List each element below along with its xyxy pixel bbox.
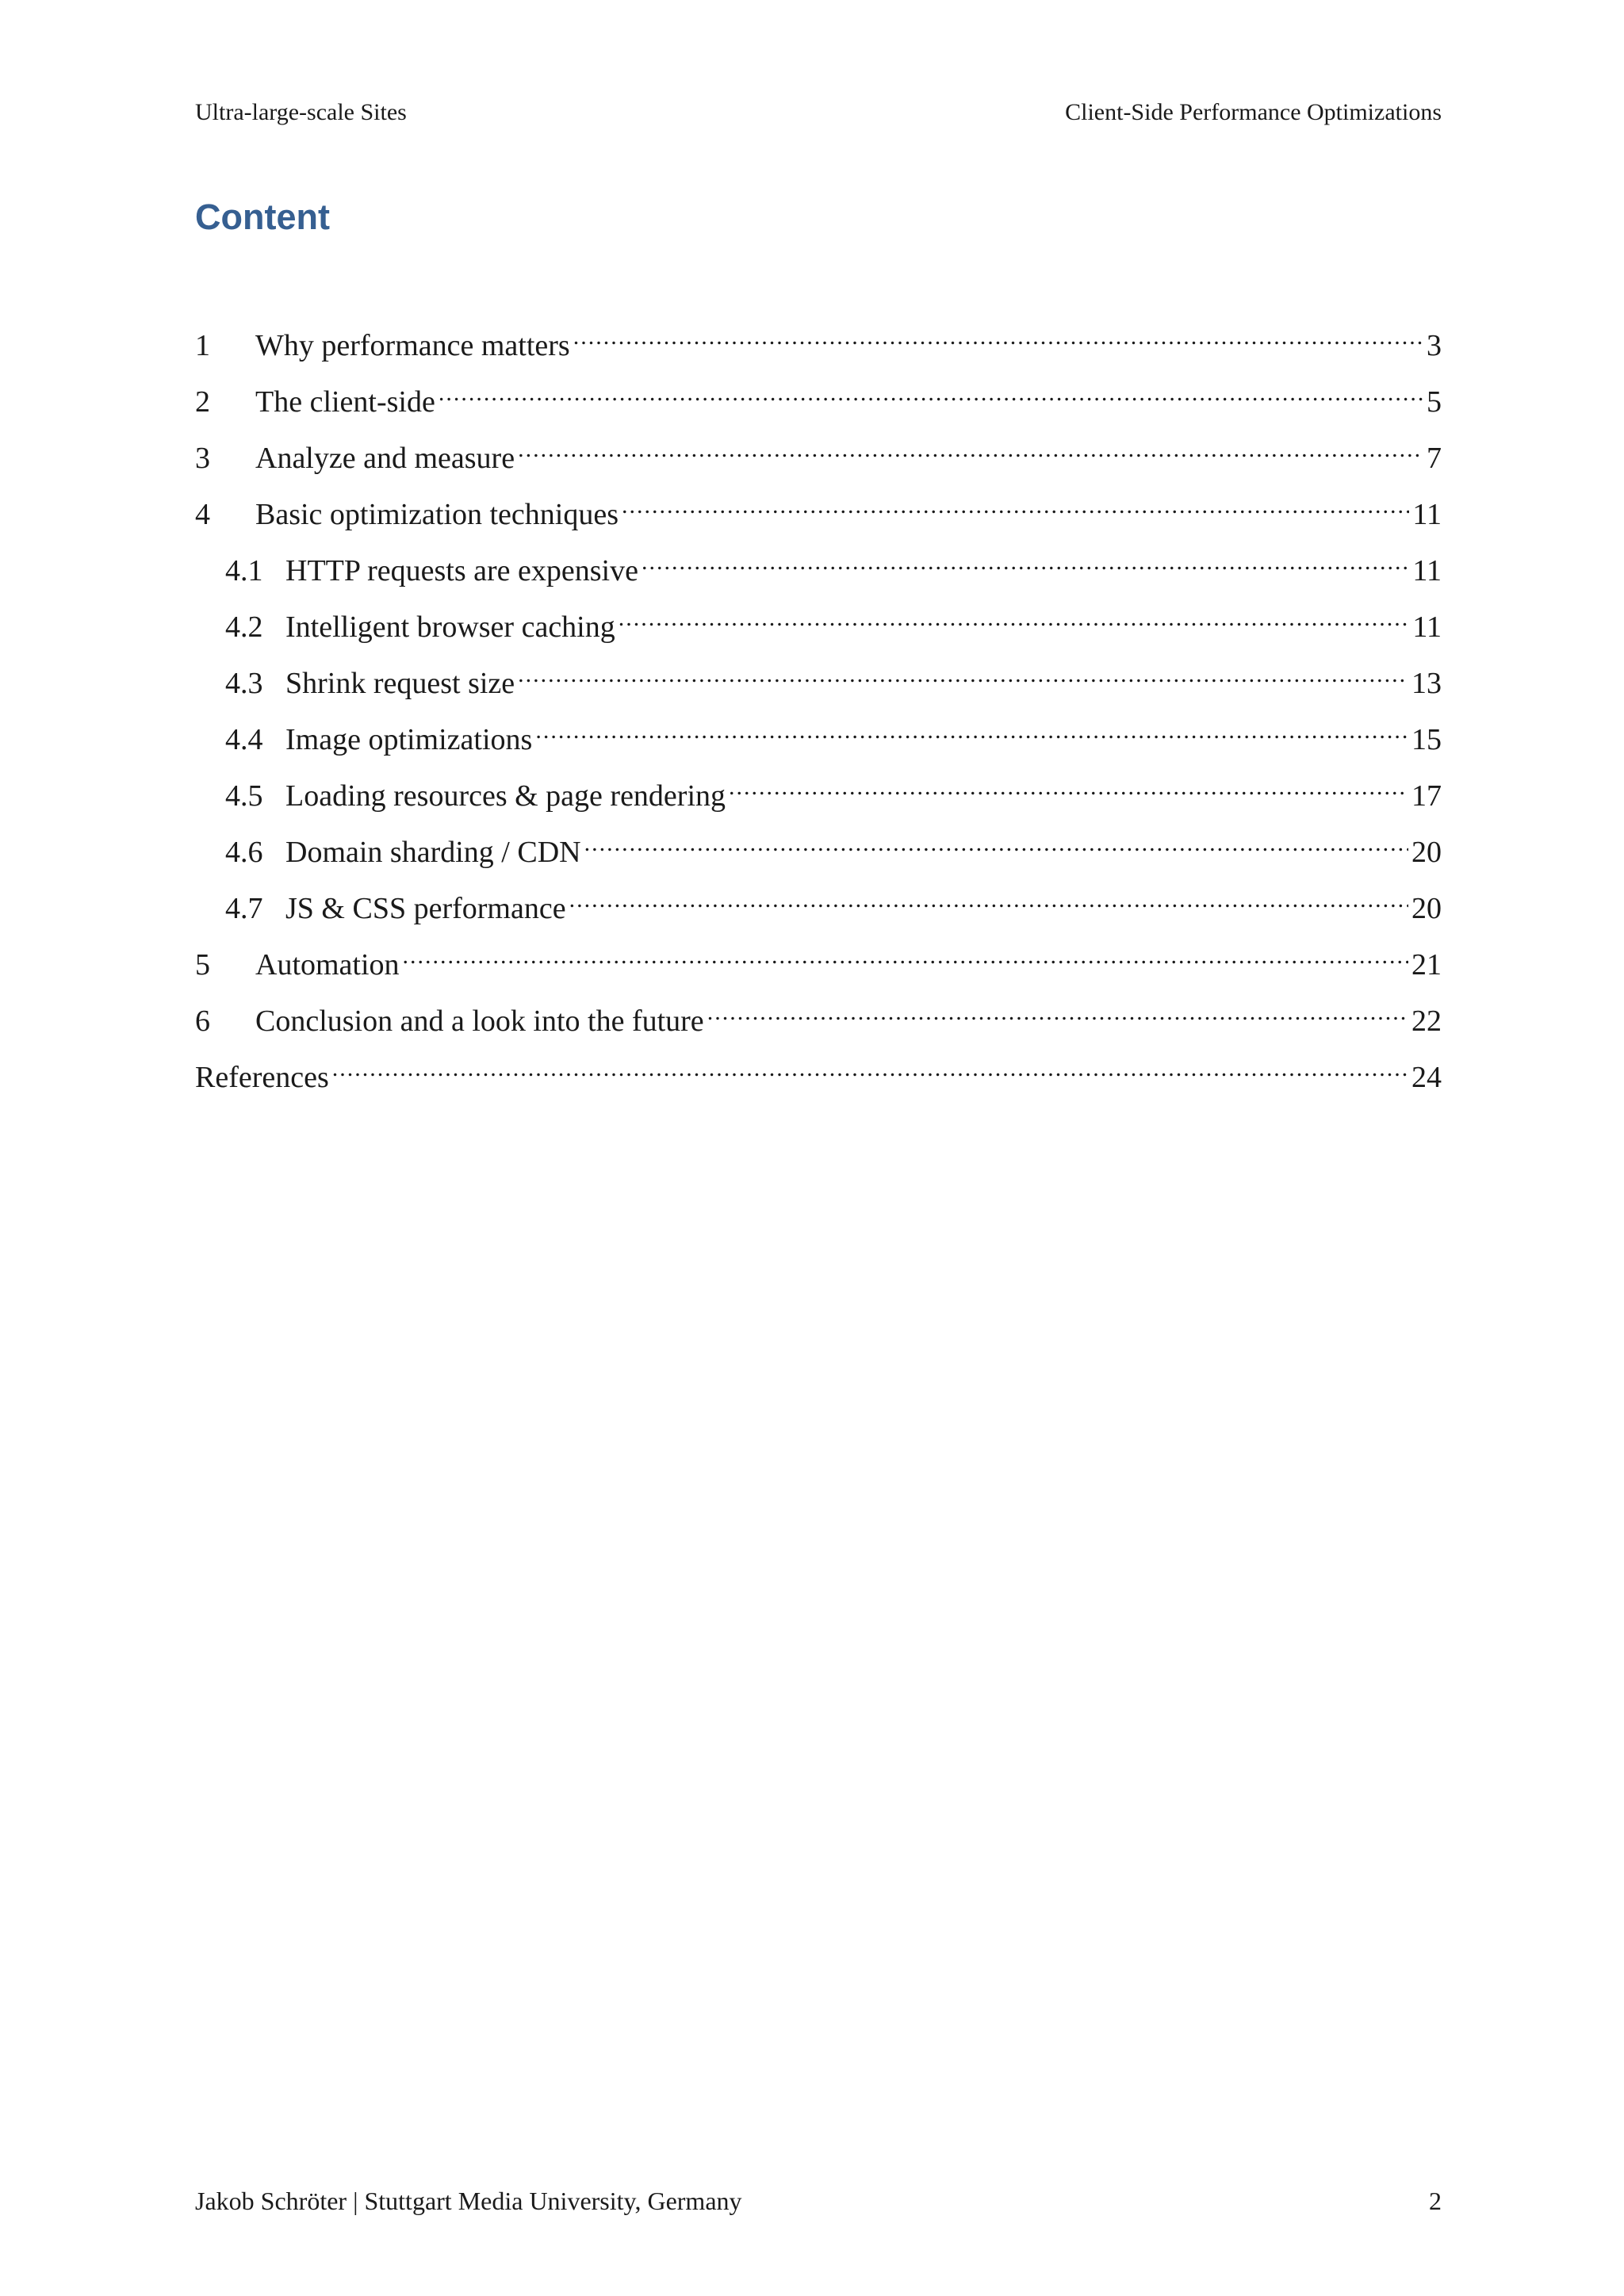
toc-entry-page-number: 11	[1412, 610, 1442, 644]
toc-entry[interactable]	[195, 821, 1442, 877]
toc-entry[interactable]	[195, 652, 1442, 708]
toc-entry-number: 4.7	[225, 892, 263, 925]
toc-entry-page-number: 5	[1427, 385, 1442, 419]
toc-dot-leader	[573, 314, 1423, 355]
toc-entry-title: The client-side	[255, 385, 435, 419]
toc-entry-title: Intelligent browser caching	[285, 610, 615, 644]
toc-entry-page-number: 11	[1412, 554, 1442, 587]
toc-entry-page-number: 7	[1427, 442, 1442, 475]
toc-entry[interactable]	[195, 989, 1442, 1046]
toc-entry[interactable]	[195, 427, 1442, 483]
toc-entry-number: 4.5	[225, 779, 263, 813]
toc-entry-number: 5	[195, 948, 210, 982]
toc-dot-leader	[569, 877, 1408, 918]
toc-entry-title: Domain sharding / CDN	[285, 836, 581, 869]
toc-entry-title: JS & CSS performance	[285, 892, 566, 925]
toc-entry-title: Conclusion and a look into the future	[255, 1004, 704, 1038]
toc-entry-number: 3	[195, 442, 210, 475]
toc-entry-page-number: 21	[1411, 948, 1442, 982]
toc-entry-number: 2	[195, 385, 210, 419]
toc-entry[interactable]	[195, 877, 1442, 933]
toc-entry-page-number: 22	[1411, 1004, 1442, 1038]
toc-entry-title: Shrink request size	[285, 667, 515, 700]
toc-entry-page-number: 24	[1411, 1061, 1442, 1094]
toc-dot-leader	[518, 427, 1423, 468]
toc-entry-number: 4	[195, 498, 210, 531]
toc-entry-title: References	[195, 1061, 329, 1094]
toc-entry-number: 4.6	[225, 836, 263, 869]
running-header	[195, 97, 1442, 128]
toc-dot-leader	[707, 989, 1408, 1031]
table-of-contents	[195, 314, 1442, 1102]
toc-entry-number: 4.3	[225, 667, 263, 700]
toc-dot-leader	[642, 539, 1409, 580]
toc-entry[interactable]	[195, 933, 1442, 989]
toc-entry-number: 6	[195, 1004, 210, 1038]
toc-dot-leader	[619, 595, 1410, 637]
toc-entry-number: 4.2	[225, 610, 263, 644]
toc-entry[interactable]	[195, 708, 1442, 764]
toc-entry-number: 4.1	[225, 554, 263, 587]
toc-entry[interactable]	[195, 370, 1442, 427]
toc-entry-page-number: 20	[1411, 836, 1442, 869]
toc-entry-page-number: 3	[1427, 329, 1442, 362]
toc-dot-leader	[403, 933, 1408, 974]
toc-entry-number: 1	[195, 329, 210, 362]
toc-entry-page-number: 17	[1411, 779, 1442, 813]
toc-entry-page-number: 11	[1412, 498, 1442, 531]
toc-entry-number: 4.4	[225, 723, 263, 756]
toc-entry-title: Image optimizations	[285, 723, 533, 756]
toc-dot-leader	[535, 708, 1408, 749]
footer-page-number: 2	[1429, 2187, 1442, 2215]
toc-entry-page-number: 15	[1411, 723, 1442, 756]
toc-dot-leader	[584, 821, 1408, 862]
toc-entry-page-number: 20	[1411, 892, 1442, 925]
toc-dot-leader	[518, 652, 1408, 693]
toc-dot-leader	[622, 483, 1409, 524]
running-footer	[195, 2183, 1442, 2218]
footer-author-text: Jakob Schröter | Stuttgart Media University, Germany	[195, 2187, 742, 2215]
toc-entry-title: Automation	[255, 948, 400, 982]
toc-entry-title: Basic optimization techniques	[255, 498, 619, 531]
toc-entry[interactable]	[195, 314, 1442, 370]
header-right-text: Client-Side Performance Optimizations	[1065, 99, 1442, 125]
toc-dot-leader	[729, 764, 1408, 806]
toc-entry[interactable]	[195, 764, 1442, 821]
toc-entry-page-number: 13	[1411, 667, 1442, 700]
toc-entry-title: HTTP requests are expensive	[285, 554, 638, 587]
page-title: Content	[195, 197, 330, 237]
toc-entry[interactable]	[195, 539, 1442, 595]
toc-entry-title: Loading resources & page rendering	[285, 779, 726, 813]
header-left-text: Ultra-large-scale Sites	[195, 99, 407, 125]
toc-dot-leader	[332, 1046, 1408, 1087]
toc-entry[interactable]	[195, 1046, 1442, 1102]
toc-entry-title: Analyze and measure	[255, 442, 515, 475]
toc-entry-title: Why performance matters	[255, 329, 570, 362]
toc-entry[interactable]	[195, 483, 1442, 539]
toc-dot-leader	[439, 370, 1423, 411]
toc-entry[interactable]	[195, 595, 1442, 652]
